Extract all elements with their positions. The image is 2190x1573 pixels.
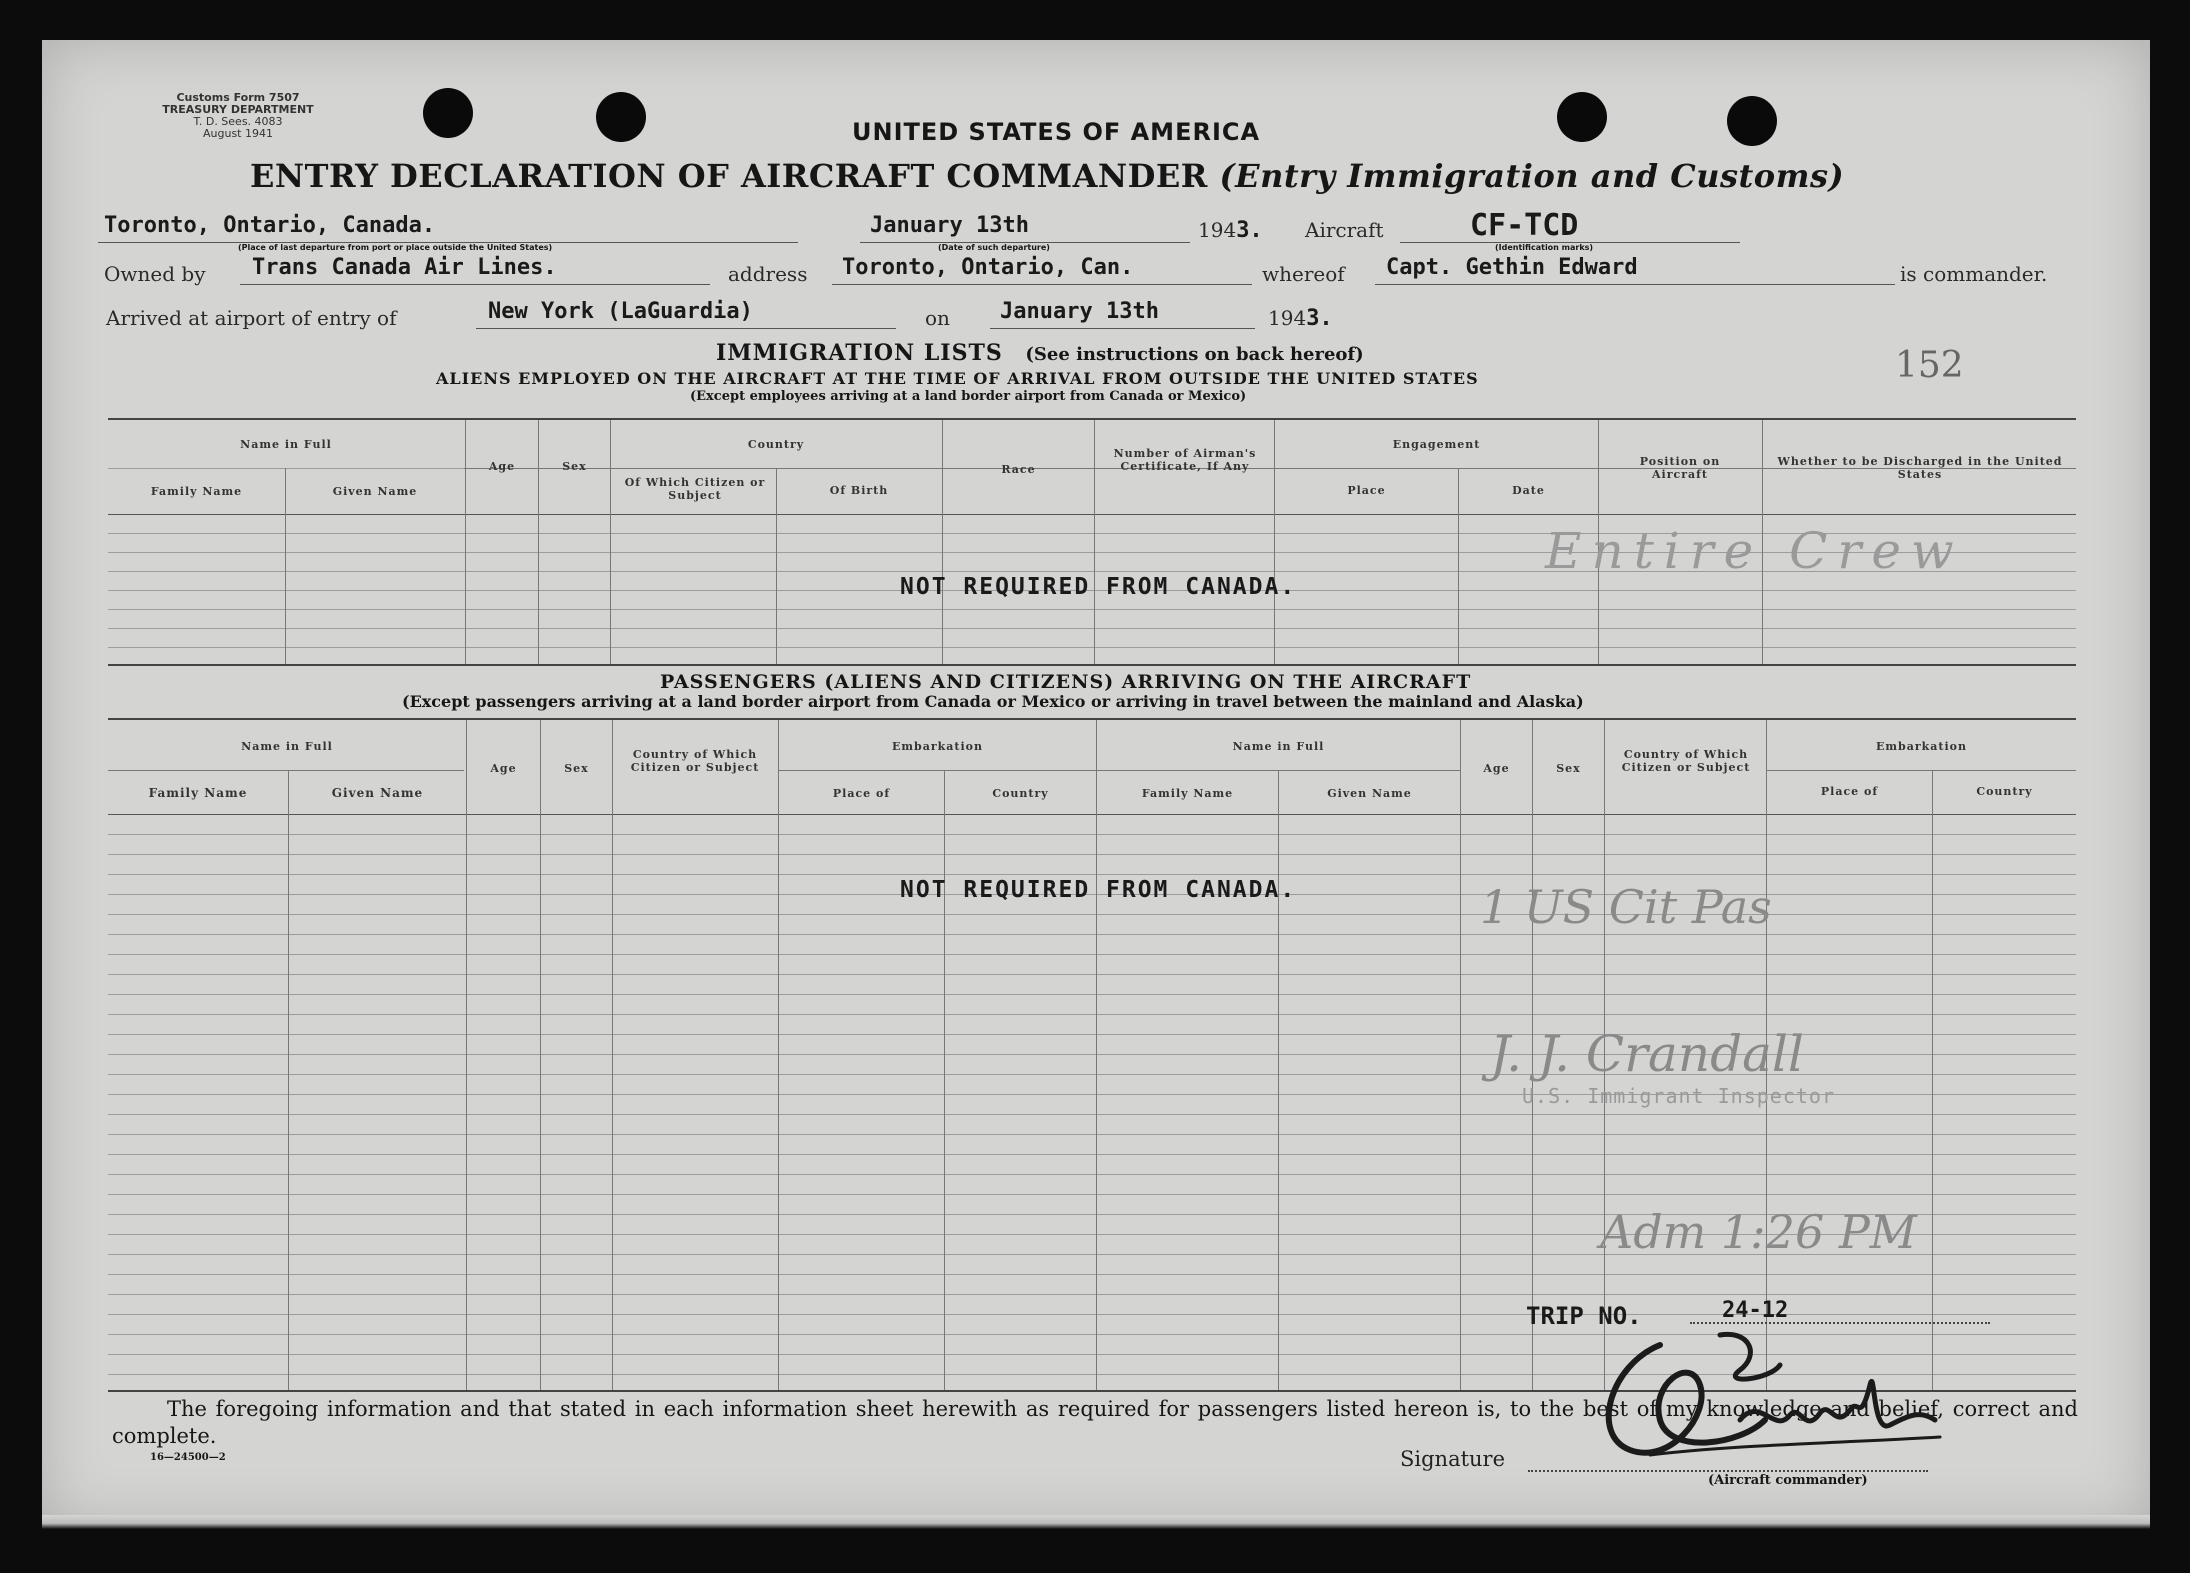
table-row-line xyxy=(108,1154,2076,1155)
col-header: Number of Airman's Certificate, If Any xyxy=(1113,447,1257,473)
col-divider xyxy=(540,720,541,1390)
col-header: Embarkation xyxy=(892,740,983,753)
form-id-block xyxy=(98,92,378,140)
immigration-title-text: IMMIGRATION LISTS xyxy=(716,340,1003,366)
col-divider xyxy=(776,468,777,664)
table-row-line xyxy=(108,934,2076,935)
commander-suffix: is commander. xyxy=(1900,262,2048,286)
table-rule xyxy=(108,514,2076,515)
col-header: Sex xyxy=(562,460,587,473)
table-rule xyxy=(778,770,1096,771)
col-divider xyxy=(612,720,613,1390)
col-header: Family Name xyxy=(150,485,243,498)
handwritten-passenger-note: 1 US Cit Pas xyxy=(1480,880,1772,934)
year-suffix: 3. xyxy=(1236,218,1263,243)
rule xyxy=(476,328,896,329)
sheet-bottom-edge xyxy=(42,1515,2150,1529)
col-header: Country of Which Citizen or Subject xyxy=(630,748,760,774)
immigration-title xyxy=(716,340,1364,366)
immigration-title-note: (See instructions on back hereof) xyxy=(1025,344,1364,365)
immigration-subtitle: ALIENS EMPLOYED ON THE AIRCRAFT AT THE TIME OF ARRIVAL FROM OUTSIDE THE UNITED STATES xyxy=(436,369,1479,388)
table-row-line xyxy=(108,609,2076,610)
arrival-on-label: on xyxy=(925,306,950,330)
col-header: Place of xyxy=(1820,785,1879,798)
table-row-line xyxy=(108,1174,2076,1175)
col-divider xyxy=(610,420,611,664)
table-rule xyxy=(1274,468,1598,469)
signature-label: Signature xyxy=(1400,1447,1506,1471)
year-prefix: 194 xyxy=(1198,218,1237,242)
table-row-line xyxy=(108,914,2076,915)
form-id-line: August 1941 xyxy=(203,127,273,140)
table-row-line xyxy=(108,1114,2076,1115)
inspector-signature: J. J. Crandall xyxy=(1490,1025,1804,1083)
title-sub: (Entry Immigration and Customs) xyxy=(1219,157,1845,195)
form-title xyxy=(250,157,1844,195)
col-header: Position on Aircraft xyxy=(1639,455,1721,481)
col-divider xyxy=(466,720,467,1390)
owned-by-label: Owned by xyxy=(104,262,206,286)
year-suffix: 3. xyxy=(1306,306,1333,331)
table-row-line xyxy=(108,1014,2076,1015)
col-divider xyxy=(944,770,945,1390)
col-header: Country xyxy=(747,438,805,451)
col-header: Place xyxy=(1347,484,1386,497)
table-row-line xyxy=(108,647,2076,648)
table-row-line xyxy=(108,874,2076,875)
table-rule xyxy=(108,468,464,469)
col-divider xyxy=(1460,720,1461,1390)
departure-date-caption: (Date of such departure) xyxy=(938,243,1050,252)
country-heading: UNITED STATES OF AMERICA xyxy=(852,118,1261,146)
col-header: Of Which Citizen or Subject xyxy=(624,476,766,502)
form-id-line: TREASURY DEPARTMENT xyxy=(162,103,314,116)
col-header: Given Name xyxy=(332,485,418,498)
col-header: Age xyxy=(488,460,516,473)
rule xyxy=(832,284,1252,285)
owner-name: Trans Canada Air Lines. xyxy=(252,255,557,280)
table-row-line xyxy=(108,628,2076,629)
passengers-title: PASSENGERS (ALIENS AND CITIZENS) ARRIVING ON THE AIRCRAFT xyxy=(660,671,1472,693)
immigration-subnote: (Except employees arriving at a land border airport from Canada or Mexico) xyxy=(690,389,1247,404)
col-divider xyxy=(778,720,779,1390)
address-label: address xyxy=(728,262,808,286)
table-rule xyxy=(108,814,2076,815)
table-row-line xyxy=(108,1134,2076,1135)
col-divider xyxy=(288,770,289,1390)
table-row-line xyxy=(108,974,2076,975)
aircraft-label: Aircraft xyxy=(1305,218,1384,242)
table-row-line xyxy=(108,834,2076,835)
punch-hole xyxy=(596,92,646,142)
table-row-line xyxy=(108,854,2076,855)
year-prefix: 194 xyxy=(1268,306,1307,330)
admitted-time-note: Adm 1:26 PM xyxy=(1600,1205,1917,1259)
col-divider xyxy=(942,420,943,664)
rule xyxy=(1690,1322,1990,1324)
col-header: Name in Full xyxy=(240,438,332,451)
punch-hole xyxy=(423,88,473,138)
title-main: ENTRY DECLARATION OF AIRCRAFT COMMANDER xyxy=(250,157,1208,195)
col-header: Family Name xyxy=(1141,787,1234,800)
table-rule xyxy=(610,468,942,469)
table-border xyxy=(108,418,2076,420)
col-header: Sex xyxy=(1556,762,1581,775)
col-header: Name in Full xyxy=(241,740,333,753)
year-label xyxy=(1198,218,1263,243)
table-rule xyxy=(108,770,464,771)
aircraft-id: CF-TCD xyxy=(1470,208,1579,243)
punch-hole xyxy=(1727,96,1777,146)
table-row-line xyxy=(108,1274,2076,1275)
col-divider xyxy=(1096,720,1097,1390)
arrival-label: Arrived at airport of entry of xyxy=(106,306,397,330)
rule xyxy=(1375,284,1895,285)
departure-place-caption: (Place of last departure from port or place outside the United States) xyxy=(238,243,553,252)
whereof-label: whereof xyxy=(1262,262,1345,286)
passengers-subnote: (Except passengers arriving at a land border airport from Canada or Mexico or arriving in travel between the mainland and Alaska) xyxy=(402,692,1584,711)
col-header: Family Name xyxy=(148,786,248,800)
signature-caption: (Aircraft commander) xyxy=(1708,1473,1868,1488)
print-code: 16—24500—2 xyxy=(150,1452,226,1463)
col-divider xyxy=(1932,770,1933,1390)
col-header: Of Birth xyxy=(829,484,889,497)
table-rule xyxy=(1766,770,2076,771)
form-id-line: T. D. Sees. 4083 xyxy=(193,115,283,128)
aircraft-caption: (Identification marks) xyxy=(1495,243,1594,252)
rule xyxy=(990,328,1255,329)
col-divider xyxy=(1094,420,1095,664)
commander-signature xyxy=(1590,1325,1950,1475)
col-divider xyxy=(465,420,466,664)
arrival-year xyxy=(1268,306,1333,331)
col-divider xyxy=(1274,420,1275,664)
owner-address: Toronto, Ontario, Can. xyxy=(842,255,1134,280)
declaration-text: The foregoing information and that stated in each information sheet herewith as required for passengers listed hereon is, to the best of my knowledge and belief, correct and complete. xyxy=(112,1397,2078,1448)
col-header: Given Name xyxy=(1327,787,1412,800)
departure-date: January 13th xyxy=(870,213,1029,238)
col-divider xyxy=(1278,770,1279,1390)
col-divider xyxy=(538,420,539,664)
rule xyxy=(240,284,710,285)
col-divider xyxy=(1458,468,1459,664)
table-border xyxy=(108,718,2076,720)
col-header: Embarkation xyxy=(1876,740,1967,753)
page-number: 152 xyxy=(1895,345,1964,386)
not-required-stamp: NOT REQUIRED FROM CANADA. xyxy=(900,877,1297,903)
departure-place: Toronto, Ontario, Canada. xyxy=(104,213,436,238)
col-header: Age xyxy=(1483,762,1510,775)
col-header: Country xyxy=(1976,785,2033,798)
col-header: Age xyxy=(490,762,517,775)
table-border xyxy=(108,664,2076,666)
col-header: Whether to be Discharged in the United States xyxy=(1777,455,2063,481)
not-required-stamp: NOT REQUIRED FROM CANADA. xyxy=(900,574,1297,600)
arrival-date: January 13th xyxy=(1000,299,1159,324)
col-header: Country of Which Citizen or Subject xyxy=(1621,748,1751,774)
table-row-line xyxy=(108,1194,2076,1195)
col-header: Country xyxy=(992,787,1049,800)
table-row-line xyxy=(108,954,2076,955)
col-header: Race xyxy=(1001,463,1036,476)
arrival-airport: New York (LaGuardia) xyxy=(488,299,753,324)
col-header: Name in Full xyxy=(1232,740,1325,753)
col-header: Given Name xyxy=(331,786,424,800)
table-row-line xyxy=(108,1294,2076,1295)
trip-label: TRIP NO. xyxy=(1526,1302,1642,1330)
commander-name: Capt. Gethin Edward xyxy=(1386,255,1638,280)
col-header: Engagement xyxy=(1392,438,1481,451)
col-header: Place of xyxy=(832,787,891,800)
col-header: Date xyxy=(1512,484,1545,497)
table-row-line xyxy=(108,994,2076,995)
trip-number: 24-12 xyxy=(1722,1298,1789,1323)
form-id-line: Customs Form 7507 xyxy=(176,91,300,104)
punch-hole xyxy=(1557,92,1607,142)
col-header: Sex xyxy=(564,762,589,775)
inspector-title: U.S. Immigrant Inspector xyxy=(1522,1084,1835,1108)
handwritten-crew-note: Entire Crew xyxy=(1545,522,1964,580)
